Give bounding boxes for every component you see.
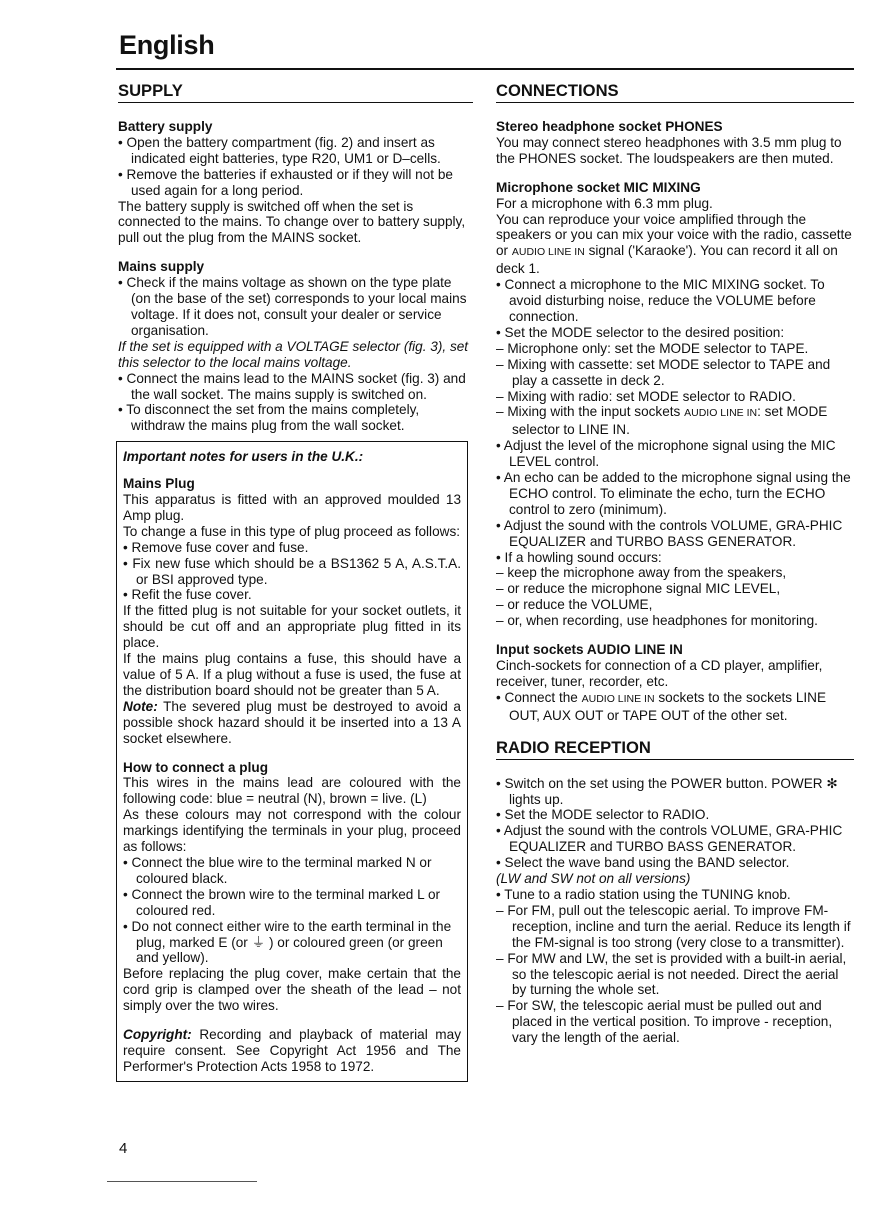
right-column: [496, 81, 854, 1046]
page-number: 4: [119, 1140, 128, 1157]
connect-plug-heading: How to connect a plug: [123, 759, 268, 775]
plug-note: [123, 699, 461, 747]
connect-paragraph-1: This wires in the mains lead are coloured with the following code: blue = neutral (N), brown = live. (L): [123, 775, 461, 807]
mic-dash-4b: : set MODE selector to LINE IN.: [512, 404, 828, 438]
radio-dash-1: – For FM, pull out the telescopic aerial. To improve FM-reception, incline and turn the aerial. Reduce its length if the FM-signal is too strong (very close to a transmitter).: [496, 902, 851, 950]
plug-bullet-2: • Fix new fuse which should be a BS1362 5 A, A.S.T.A. or BSI approved type.: [123, 555, 461, 587]
mic-bullet-4: • An echo can be added to the microphone signal using the ECHO control. To eliminate the echo, turn the ECHO control to zero (minimum).: [496, 470, 851, 517]
battery-paragraph: The battery supply is switched off when the set is connected to the mains. To change over to battery supply, pull out the plug from the MAINS socket.: [118, 198, 466, 246]
audio-line-in-label: AUDIO LINE IN: [511, 246, 585, 259]
mic-bullet-3: • Adjust the level of the microphone signal using the MIC LEVEL control.: [496, 438, 836, 470]
audio-line-in-label: AUDIO LINE IN: [581, 692, 655, 705]
battery-bullet-1: • Open the battery compartment (fig. 2) and insert as indicated eight batteries, type R20, UM1 or D–cells.: [118, 134, 441, 166]
plug-bullet-3: • Refit the fuse cover.: [123, 587, 252, 603]
supply-heading: SUPPLY: [118, 81, 473, 103]
radio-reception-heading: RADIO RECEPTION: [496, 738, 854, 760]
mains-bullet-2: • Connect the mains lead to the MAINS socket (fig. 3) and the wall socket. The mains supply is switched on.: [118, 370, 466, 402]
mains-supply-heading: Mains supply: [118, 259, 205, 275]
radio-dash-3: – For SW, the telescopic aerial must be pulled out and placed in the vertical position. To improve - reception, vary the length of the aerial.: [496, 998, 833, 1046]
phones-paragraph: You may connect stereo headphones with 3.5 mm plug to the PHONES socket. The loudspeakers are then muted.: [496, 134, 842, 166]
mains-bullet-1: • Check if the mains voltage as shown on the type plate (on the base of the set) corresponds to your local mains voltage. If it does not, consult your dealer or service organisation.: [118, 275, 467, 338]
connect-bullet-3: • Do not connect either wire to the earth terminal in the plug, marked E (or ⏚ ) or coloured green (or green and yellow).: [123, 918, 452, 966]
mains-voltage-note: If the set is equipped with a VOLTAGE selector (fig. 3), set this selector to the local mains voltage.: [118, 338, 469, 370]
left-column: [118, 81, 473, 1082]
plug-paragraph-1: This apparatus is fitted with an approved moulded 13 Amp plug.: [123, 492, 461, 523]
connect-bullet-1: • Connect the blue wire to the terminal marked N or coloured black.: [123, 854, 432, 886]
mic-paragraph-2a: You can reproduce your voice amplified through the speakers or you can mix your voice with the radio, cassette or: [496, 211, 852, 259]
connect-paragraph-2: As these colours may not correspond with the colour markings identifying the terminals in your plug, proceed as follows:: [123, 807, 461, 855]
mains-bullet-3: • To disconnect the set from the mains completely, withdraw the mains plug from the wall socket.: [118, 402, 420, 434]
line-in-bullet-1: [496, 690, 854, 724]
audio-line-in-label: AUDIO LINE IN: [684, 407, 758, 420]
mains-plug-heading: Mains Plug: [123, 476, 195, 492]
radio-bullet-5: • Tune to a radio station using the TUNING knob.: [496, 886, 791, 902]
mic-paragraph-2b: signal ('Karaoke'). You can record it all on deck 1.: [496, 243, 838, 277]
line-in-bullet-1a: • Connect the: [496, 689, 582, 705]
mic-dash-3: – Mixing with radio: set MODE selector to RADIO.: [496, 388, 796, 404]
mic-bullet-6: • If a howling sound occurs:: [496, 549, 662, 565]
connections-heading: CONNECTIONS: [496, 81, 854, 103]
radio-bullet-1: • Switch on the set using the POWER button. POWER ✻ lights up.: [496, 775, 838, 807]
page-language-title: English: [119, 30, 215, 60]
mic-paragraph-1: For a microphone with 6.3 mm plug.: [496, 195, 713, 211]
note-text: The severed plug must be destroyed to avoid a possible shock hazard should it be inserted into a 13 A socket elsewhere.: [123, 698, 461, 746]
mic-heading: Microphone socket MIC MIXING: [496, 179, 701, 195]
mic-bullet-2: • Set the MODE selector to the desired position:: [496, 324, 785, 340]
battery-supply-heading: Battery supply: [118, 119, 213, 134]
mic-dash-4a: – Mixing with the input sockets: [496, 404, 685, 420]
line-in-bullet-1b: sockets to the sockets LINE OUT, AUX OUT or TAPE OUT of the other set.: [509, 689, 827, 723]
footer-rule: [107, 1181, 257, 1182]
radio-bullet-4: • Select the wave band using the BAND selector.: [496, 855, 790, 871]
uk-notes-box: [116, 441, 468, 1082]
copyright-note: [123, 1027, 461, 1075]
radio-dash-2: – For MW and LW, the set is provided with a built-in aerial, so the telescopic aerial is not needed. Direct the aerial by turning the whole set.: [496, 950, 847, 998]
copyright-text: Recording and playback of material may require consent. See Copyright Act 1956 and The Performer's Protection Acts 1958 to 1972.: [123, 1027, 461, 1074]
plug-paragraph-3: If the fitted plug is not suitable for your socket outlets, it should be cut off and an appropriate plug fitted in its place.: [123, 603, 461, 651]
radio-bullet-3: • Adjust the sound with the controls VOLUME, GRA-PHIC EQUALIZER and TURBO BASS GENERATOR.: [496, 823, 843, 855]
uk-notes-title: Important notes for users in the U.K.:: [123, 449, 364, 465]
mic-dash-2: – Mixing with cassette: set MODE selector to TAPE and play a cassette in deck 2.: [496, 356, 831, 388]
phones-heading: Stereo headphone socket PHONES: [496, 119, 723, 134]
connect-bullet-2: • Connect the brown wire to the terminal marked L or coloured red.: [123, 886, 441, 918]
battery-bullet-2: • Remove the batteries if exhausted or if they will not be used again for a long period.: [118, 166, 453, 198]
line-in-paragraph: Cinch-sockets for connection of a CD player, amplifier, receiver, tuner, recorder, etc.: [496, 658, 823, 689]
mic-dash-6: – or reduce the microphone signal MIC LEVEL,: [496, 581, 781, 597]
header-rule: [116, 68, 854, 70]
copyright-label: Copyright:: [123, 1027, 192, 1043]
mic-bullet-5: • Adjust the sound with the controls VOLUME, GRA-PHIC EQUALIZER and TURBO BASS GENERATOR.: [496, 517, 843, 549]
plug-paragraph-2: To change a fuse in this type of plug proceed as follows:: [123, 523, 461, 539]
mic-paragraph-2: [496, 212, 854, 278]
radio-band-note: (LW and SW not on all versions): [496, 871, 691, 887]
mic-dash-5: – keep the microphone away from the speakers,: [496, 565, 787, 581]
note-label: Note:: [123, 698, 158, 714]
radio-bullet-2: • Set the MODE selector to RADIO.: [496, 807, 710, 823]
mic-dash-4: [496, 404, 854, 438]
line-in-heading: Input sockets AUDIO LINE IN: [496, 642, 683, 658]
plug-paragraph-4: If the mains plug contains a fuse, this should have a value of 5 A. If a plug without a fuse is used, the fuse at the distribution board should not be greater than 5 A.: [123, 651, 461, 698]
connect-paragraph-3: Before replacing the plug cover, make certain that the cord grip is clamped over the sheath of the lead – not simply over the two wires.: [123, 966, 461, 1014]
mic-bullet-1: • Connect a microphone to the MIC MIXING socket. To avoid disturbing noise, reduce the VOLUME before connection.: [496, 277, 825, 324]
plug-bullet-1: • Remove fuse cover and fuse.: [123, 539, 309, 555]
mic-dash-7: – or reduce the VOLUME,: [496, 597, 653, 613]
mic-dash-1: – Microphone only: set the MODE selector to TAPE.: [496, 340, 809, 356]
mic-dash-8: – or, when recording, use headphones for monitoring.: [496, 613, 818, 629]
